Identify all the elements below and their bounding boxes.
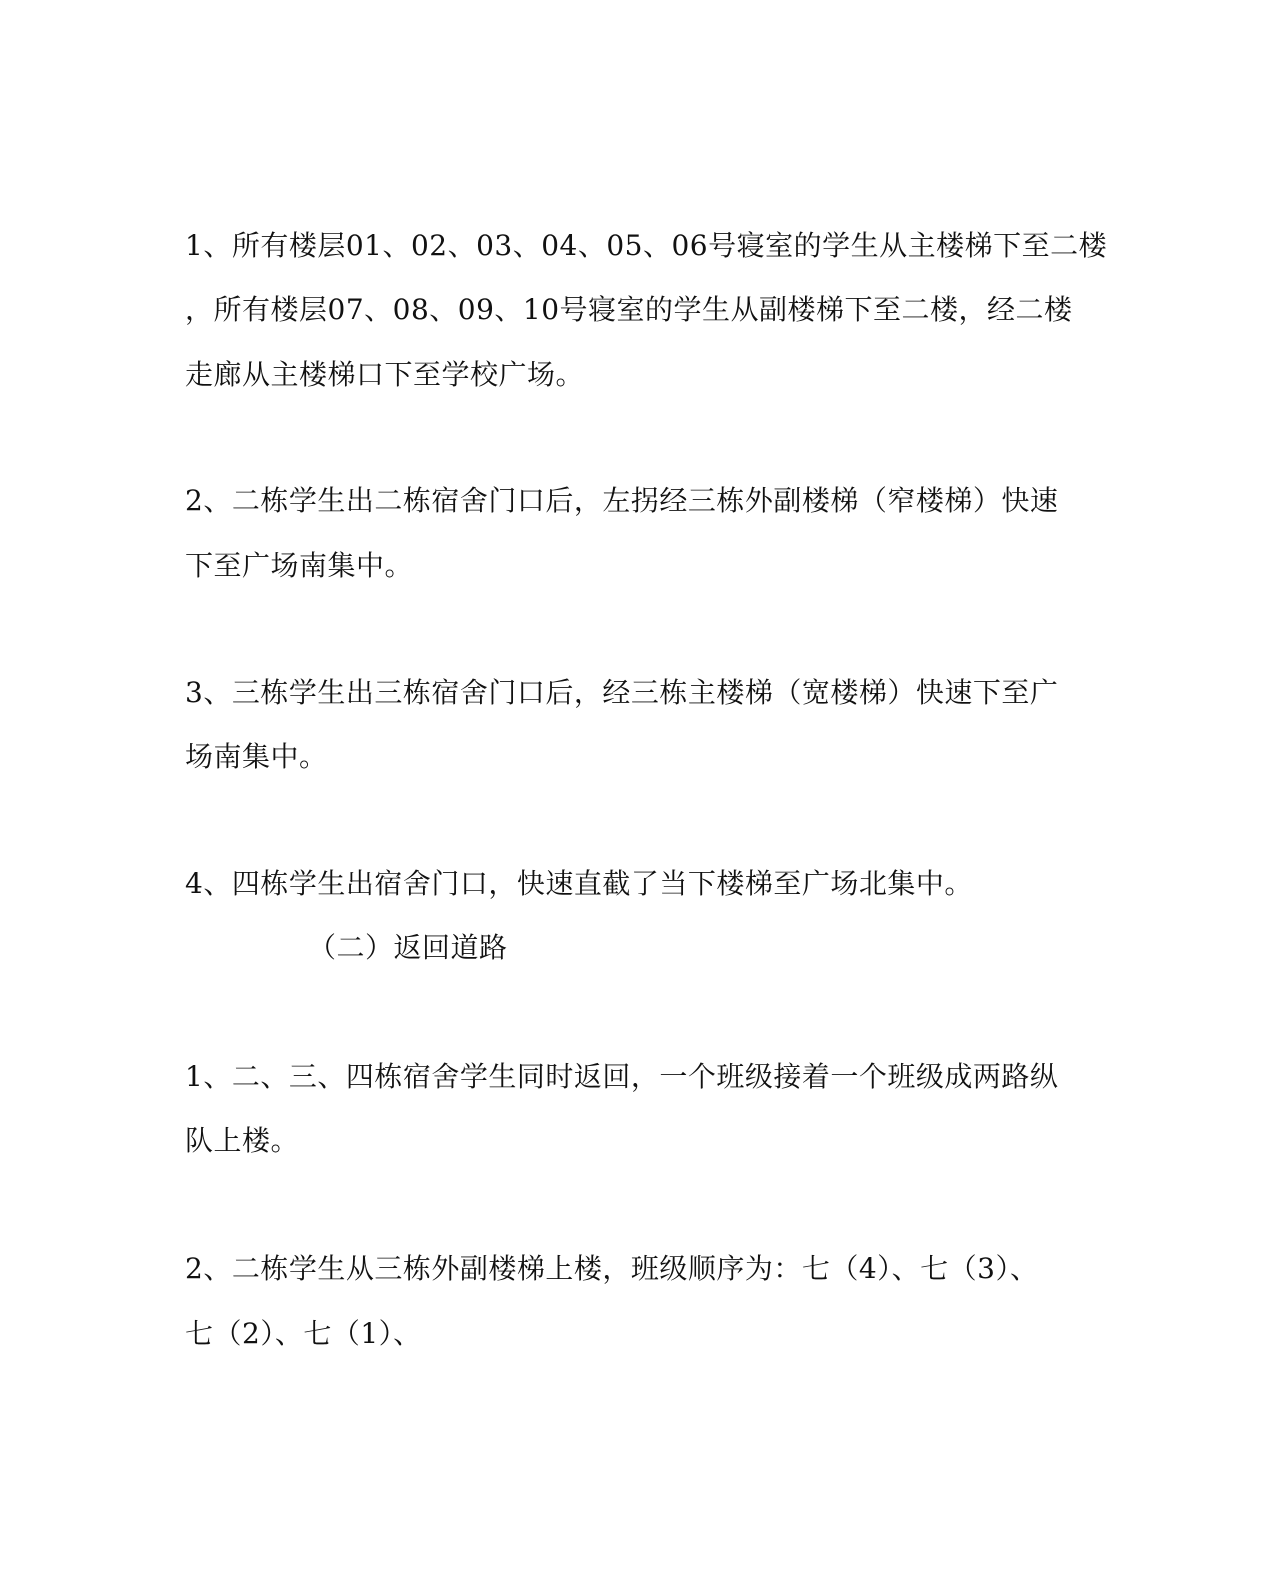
paragraph-line: 1、所有楼层01、02、03、04、05、06号寝室的学生从主楼梯下至二楼 xyxy=(185,229,1108,262)
paragraph-line: 4、四栋学生出宿舍门口，快速直截了当下楼梯至广场北集中。 xyxy=(185,867,973,900)
paragraph-line: 七（2）、七（1）、 xyxy=(185,1317,422,1350)
paragraph-line: 下至广场南集中。 xyxy=(185,549,414,582)
paragraph-line: 2、二栋学生出二栋宿舍门口后，左拐经三栋外副楼梯（窄楼梯）快速 xyxy=(185,484,1059,517)
paragraph-line: 3、三栋学生出三栋宿舍门口后，经三栋主楼梯（宽楼梯）快速下至广 xyxy=(185,676,1059,709)
paragraph-line: ，所有楼层07、08、09、10号寝室的学生从副楼梯下至二楼，经二楼 xyxy=(185,293,1073,326)
section-heading: （二）返回道路 xyxy=(308,931,508,964)
paragraph-line: 2、二栋学生从三栋外副楼梯上楼，班级顺序为：七（4）、七（3）、 xyxy=(185,1252,1039,1285)
paragraph-line: 队上楼。 xyxy=(185,1124,300,1157)
paragraph-line: 走廊从主楼梯口下至学校广场。 xyxy=(185,358,585,391)
paragraph-line: 场南集中。 xyxy=(185,740,328,773)
paragraph-line: 1、二、三、四栋宿舍学生同时返回，一个班级接着一个班级成两路纵 xyxy=(185,1060,1059,1093)
